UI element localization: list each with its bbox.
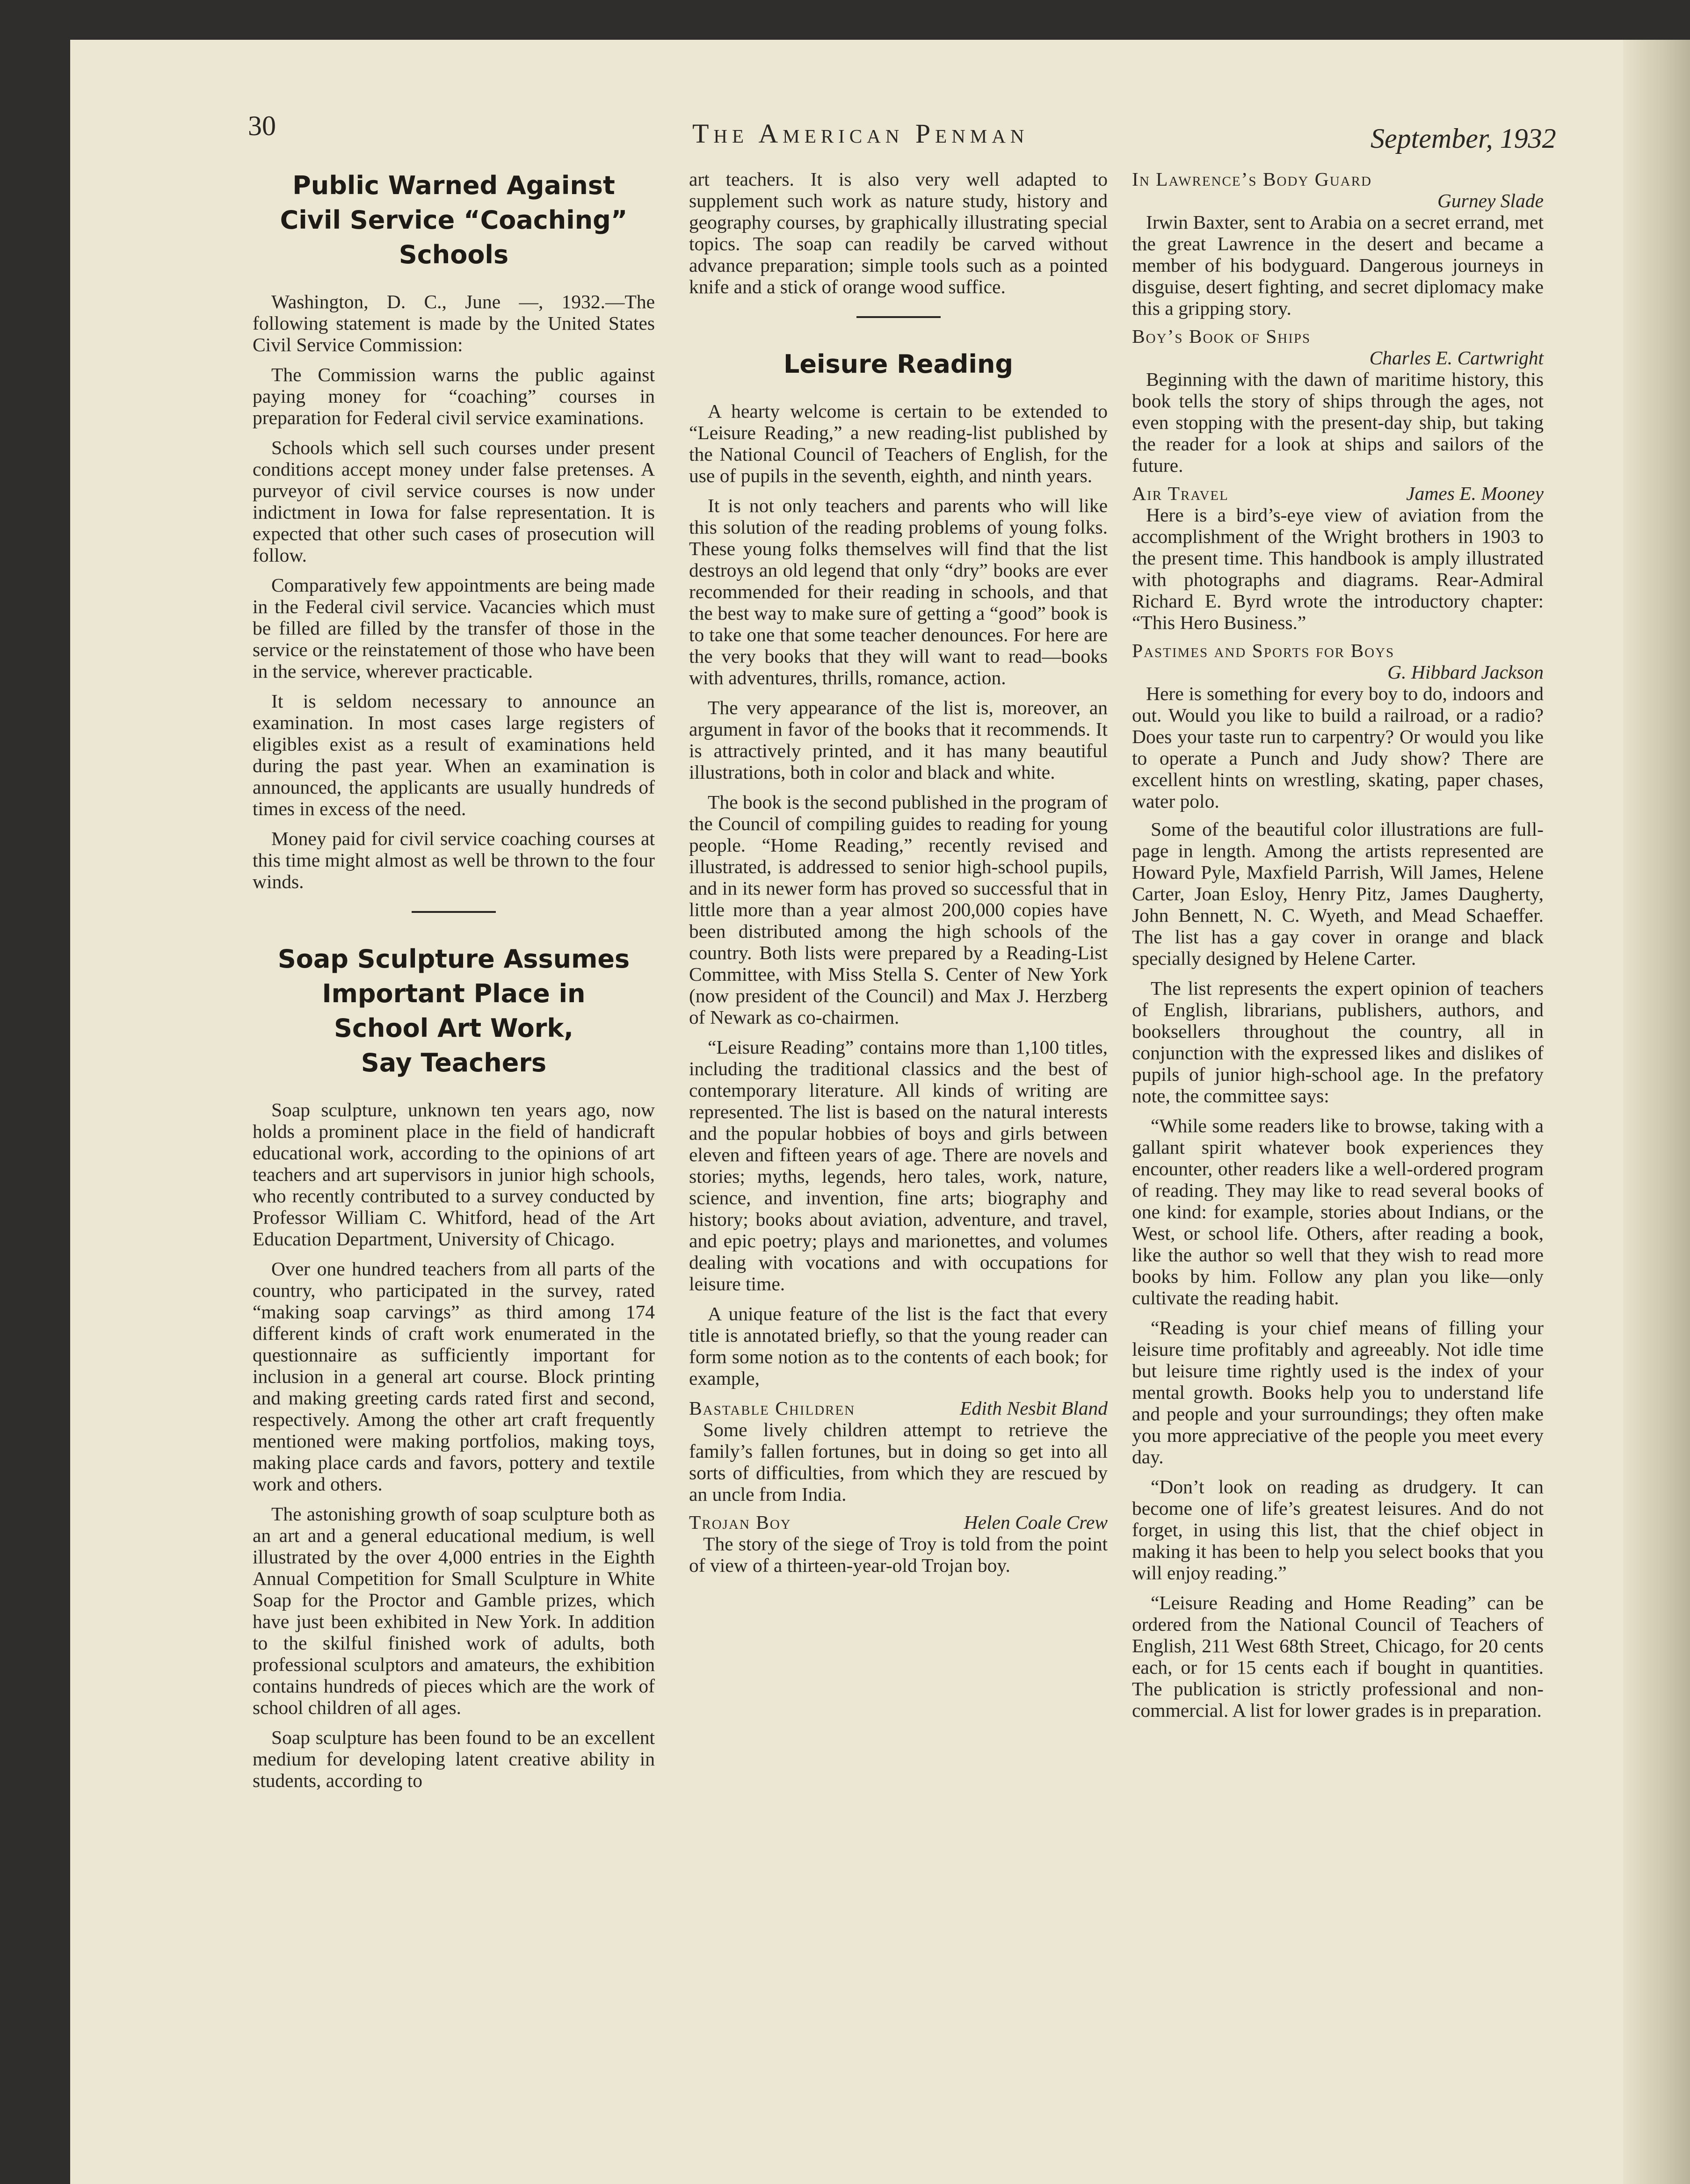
book-title: In Lawrence’s Body Guard [1132,168,1372,190]
book-heading [1132,483,1544,504]
title-line: Public Warned Against [292,171,615,200]
paragraph: A unique feature of the list is the fact that every title is annotated briefly, so that the young reader can form some notion as to the contents of each book; for example, [689,1303,1108,1389]
article-civil-service [253,168,655,892]
book-annotation: Irwin Baxter, sent to Arabia on a secret errand, met the great Lawrence in the desert and became a member of his bodyguard. Dangerous journeys in disguise, desert fighting, and secret diplomacy make this a gripping story. [1132,211,1544,319]
paragraph: Washington, D. C., June —, 1932.—The following statement is made by the United States Civil Service Commission: [253,291,655,355]
book-entry [689,1511,1108,1576]
book-entry [1132,168,1544,319]
paragraph: Schools which sell such courses under present conditions accept money under false pretenses. A purveyor of civil service courses is now under indictment in Iowa for false representation. It is expected that other such cases of prosecution will follow. [253,437,655,566]
paragraph: The very appearance of the list is, moreover, an argument in favor of the books that it recommends. It is attractively printed, and it has many beautiful illustrations, both in color and black and white. [689,697,1108,783]
paragraph: The book is the second published in the program of the Council of compiling guides to reading for young people. “Home Reading,” recently revised and illustrated, is addressed to senior high-school pupils, and in its newer form has proved so successful that in little more than a year almost 200,000 copies have been distributed among the high schools of the country. Both lists were prepared by a Reading-List Committee, with Miss Stella S. Center of New York (now president of the Council) and Max J. Herzberg of Newark as co-chairmen. [689,791,1108,1028]
book-title: Trojan Boy [689,1511,791,1533]
issue-date: September, 1932 [1371,123,1556,154]
book-entry [1132,483,1544,633]
book-author: Helen Coale Crew [964,1511,1108,1533]
book-entry [689,1397,1108,1505]
book-author: Charles E. Cartwright [1369,347,1544,369]
book-annotation: The story of the siege of Troy is told from the point of view of a thirteen-year-old Trojan boy. [689,1533,1108,1576]
paragraph: “Leisure Reading and Home Reading” can be ordered from the National Council of Teachers of English, 211 West 68th Street, Chicago, for 20 cents each, or for 15 cents each if bought in quantities. The publication is strictly professional and non-commercial. A list for lower grades is in preparation. [1132,1592,1544,1721]
column-3 [1132,168,1544,1729]
paragraph: Soap sculpture, unknown ten years ago, now holds a prominent place in the field of handicraft educational work, according to the opinions of art teachers and art supervisors in junior high schools, who recently contributed to a survey conducted by Professor William C. Whitford, head of the Art Education Department, University of Chicago. [253,1099,655,1250]
article-soap-sculpture [253,942,655,1791]
quote-paragraph: “While some readers like to browse, taking with a gallant spirit whatever book experiences they encounter, other readers like a well-ordered program of reading. They may like to read several books of one kind: for example, stories about Indians, or the West, or school life. Others, after reading a book, like the author so well that they wish to read more books by him. Follow any plan you like—only cultivate the reading habit. [1132,1115,1544,1309]
book-entry [1132,640,1544,812]
book-author: Gurney Slade [1437,190,1544,211]
paragraph: Soap sculpture has been found to be an excellent medium for developing latent creative ability in students, according to [253,1727,655,1791]
paragraph: The list represents the expert opinion of teachers of English, librarians, publishers, authors, and booksellers throughout the country, all in conjunction with the expressed likes and dislikes of pupils of junior high-school age. In the prefatory note, the committee says: [1132,977,1544,1106]
page-edge-shadow [1623,40,1690,2184]
book-annotation: Beginning with the dawn of maritime history, this book tells the story of ships through the ages, not even stopping with the present-day ship, but taking the reader for a look at ships and sailors of the future. [1132,369,1544,476]
article-title: Leisure Reading [783,349,1014,379]
title-line: Say Teachers [361,1048,547,1078]
paragraph: Money paid for civil service coaching courses at this time might almost as well be thrown to the four winds. [253,828,655,892]
book-title: Boy’s Book of Ships [1132,325,1311,347]
title-line: Soap Sculpture Assumes [277,944,630,974]
book-entry [1132,325,1544,476]
article-leisure-reading [689,347,1108,1576]
paragraph: It is not only teachers and parents who will like this solution of the reading problems of young folks. These young folks themselves will find that the list destroys an old legend that only “dry” books are ever recommended for their reading in schools, and that the best way to make sure of getting a “good” book is to take one that some teacher denounces. For here are the very books that they will want to read—books with adventures, thrills, romance, action. [689,495,1108,688]
column-2 [689,168,1108,1583]
quote-paragraph: “Reading is your chief means of filling your leisure time profitably and agreeably. Not idle time but leisure time rightly used is the index of your mental growth. Books help you to understand life and people and your surroundings; they often make you more appreciative of the people you meet every day. [1132,1317,1544,1468]
book-author: James E. Mooney [1406,483,1544,504]
title-line: Schools [399,240,509,269]
page-number: 30 [248,110,276,141]
book-heading [689,1397,1108,1419]
book-annotation: Some lively children attempt to retrieve the family’s fallen fortunes, but in doing so get into all sorts of difficulties, from which they are rescued by an uncle from India. [689,1419,1108,1505]
section-divider [856,316,941,318]
paragraph: Some of the beautiful color illustrations are full-page in length. Among the artists represented are Howard Pyle, Maxfield Parrish, Will James, Helene Carter, Joan Esloy, Henry Pitz, James Daugherty, John Bennett, N. C. Wyeth, and Mead Schaeffer. The list has a gay cover in orange and black specially designed by Helene Carter. [1132,818,1544,969]
title-line: School Art Work, [334,1013,573,1043]
book-heading [689,1511,1108,1533]
book-title: Pastimes and Sports for Boys [1132,640,1395,661]
article-title [253,942,655,1080]
section-divider [412,911,496,913]
book-author: G. Hibbard Jackson [1387,661,1544,683]
article-title [253,168,655,272]
paragraph-continued: art teachers. It is also very well adapted to supplement such work as nature study, history and geography courses, by graphically illustrating special topics. The soap can readily be carved without advance preparation; simple tools such as a pointed knife and a stick of orange wood suffice. [689,168,1108,297]
paragraph: It is seldom necessary to announce an examination. In most cases large registers of eligibles exist as a result of examinations held during the past year. When an examination is announced, the applicants are usually hundreds of times in excess of the need. [253,690,655,819]
paragraph: “Leisure Reading” contains more than 1,100 titles, including the traditional classics and the best of contemporary literature. All kinds of writing are represented. The list is based on the natural interests and the popular hobbies of boys and girls between eleven and fifteen years of age. There are novels and stories; myths, legends, hero tales, work, nature, science, and invention, fine arts; biography and history; books about aviation, adventure, and travel, and epic poetry; plays and marionettes, and volumes dealing with vocations and with occupations for leisure time. [689,1036,1108,1294]
paragraph: A hearty welcome is certain to be extended to “Leisure Reading,” a new reading-list published by the National Council of Teachers of English, for the use of pupils in the seventh, eighth, and ninth years. [689,400,1108,486]
paragraph: The Commission warns the public against paying money for “coaching” courses in preparation for Federal civil service examinations. [253,364,655,428]
book-annotation: Here is a bird’s-eye view of aviation from the accomplishment of the Wright brothers in 1903 to the present time. This handbook is amply illustrated with photographs and diagrams. Rear-Admiral Richard E. Byrd wrote the introductory chapter: “This Hero Business.” [1132,504,1544,633]
column-1 [253,168,655,1800]
title-line: Important Place in [322,979,586,1008]
paragraph: The astonishing growth of soap sculpture both as an art and a general educational medium, is well illustrated by the over 4,000 entries in the Eighth Annual Competition for Small Sculpture in White Soap for the Proctor and Gamble prizes, which have just been exhibited in New York. In addition to the skilful finished work of adults, both professional sculptors and amateurs, the exhibition contains hundreds of pieces which are the work of school children of all ages. [253,1503,655,1718]
book-title: Bastable Children [689,1397,856,1419]
paragraph: Over one hundred teachers from all parts of the country, who participated in the survey, rated “making soap carvings” as third among 174 different kinds of craft work enumerated in the questionnaire as sufficiently important for inclusion in a general art course. Block printing and making greeting cards rated first and second, respectively. Among the other art craft frequently mentioned were making portfolios, making toys, making place cards and favors, pottery and textile work and others. [253,1258,655,1495]
title-line: Civil Service “Coaching” [280,205,628,235]
running-title: The American Penman [692,118,1029,149]
book-author: Edith Nesbit Bland [960,1397,1108,1419]
book-title: Air Travel [1132,483,1229,504]
book-annotation: Here is something for every boy to do, indoors and out. Would you like to build a railroad, or a radio? Does your taste run to carpentry? Or would you like to operate a Punch and Judy show? There are excellent hints on wrestling, skating, paper chases, water polo. [1132,683,1544,812]
quote-paragraph: “Don’t look on reading as drudgery. It can become one of life’s greatest leisures. And do not forget, in using this list, that the chief object in making it has been to help you select books that you will enjoy reading.” [1132,1476,1544,1584]
paragraph: Comparatively few appointments are being made in the Federal civil service. Vacancies which must be filled are filled by the transfer of those in the service or the reinstatement of those who have been in the service, wherever practicable. [253,574,655,682]
